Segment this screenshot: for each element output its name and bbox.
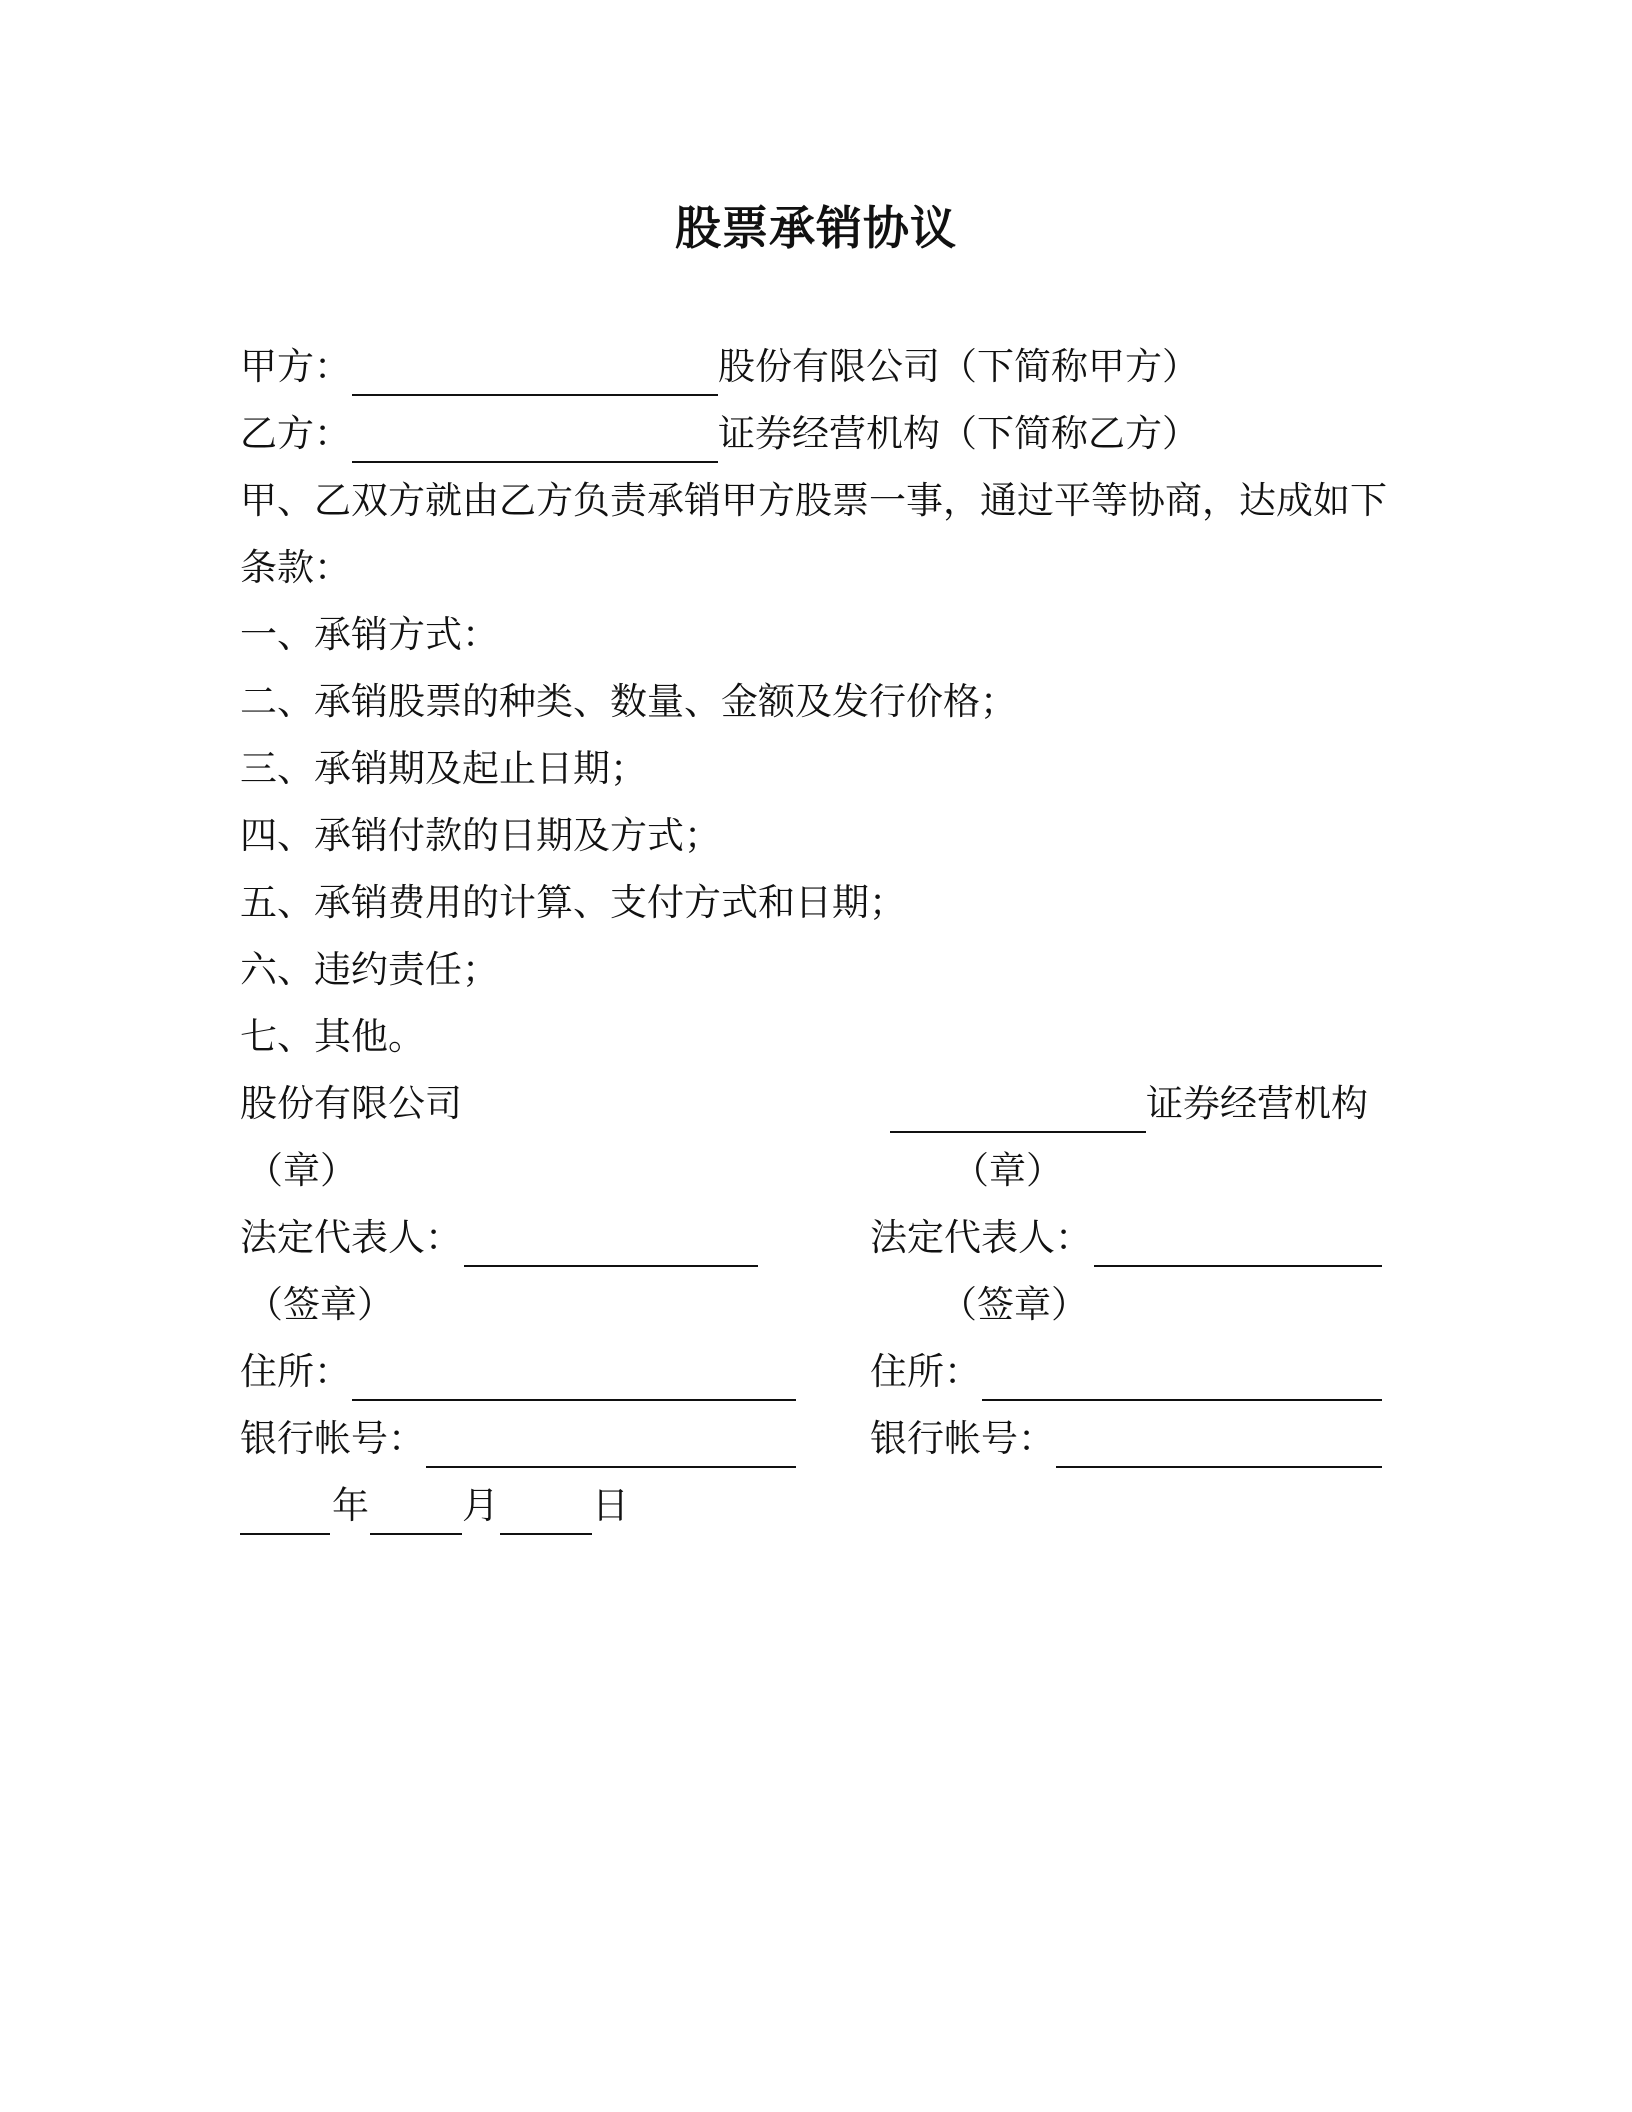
right-rep-blank[interactable]: [1094, 1265, 1382, 1267]
left-seal: （章）: [246, 1149, 357, 1192]
clause-2: 二、承销股票的种类、数量、金额及发行价格；: [240, 680, 1017, 723]
party-a-name-blank[interactable]: [352, 394, 718, 396]
party-a-suffix: 股份有限公司（下简称甲方）: [718, 345, 1199, 388]
right-address-label: 住所：: [870, 1350, 981, 1393]
left-rep-blank[interactable]: [464, 1265, 758, 1267]
date-month-label: 月: [462, 1484, 499, 1527]
clause-3: 三、承销期及起止日期；: [240, 747, 647, 790]
party-b-label: 乙方：: [240, 412, 351, 455]
clause-1: 一、承销方式：: [240, 613, 499, 656]
left-address-blank[interactable]: [352, 1399, 796, 1401]
left-bank-label: 银行帐号：: [240, 1417, 425, 1460]
party-b-name-blank[interactable]: [352, 461, 718, 463]
left-rep-label: 法定代表人：: [240, 1216, 462, 1259]
date-day-blank[interactable]: [500, 1533, 592, 1535]
date-day-label: 日: [592, 1484, 629, 1527]
clause-7: 七、其他。: [240, 1015, 425, 1058]
right-seal: （章）: [952, 1149, 1063, 1192]
date-month-blank[interactable]: [370, 1533, 462, 1535]
clause-6: 六、违约责任；: [240, 948, 499, 991]
right-company: 证券经营机构: [1146, 1082, 1368, 1125]
document-title: 股票承销协议: [675, 201, 957, 255]
date-year-blank[interactable]: [240, 1533, 330, 1535]
clause-4: 四、承销付款的日期及方式；: [240, 814, 721, 857]
left-bank-blank[interactable]: [426, 1466, 796, 1468]
clause-5: 五、承销费用的计算、支付方式和日期；: [240, 881, 906, 924]
right-sign: （签章）: [940, 1283, 1088, 1326]
right-rep-label: 法定代表人：: [870, 1216, 1092, 1259]
party-a-label: 甲方：: [240, 345, 351, 388]
left-sign: （签章）: [246, 1283, 394, 1326]
intro-line-1: 甲、乙双方就由乙方负责承销甲方股票一事，通过平等协商，达成如下: [240, 479, 1387, 522]
right-bank-label: 银行帐号：: [870, 1417, 1055, 1460]
left-company: 股份有限公司: [240, 1082, 462, 1125]
party-b-suffix: 证券经营机构（下简称乙方）: [718, 412, 1199, 455]
intro-line-2: 条款：: [240, 546, 351, 589]
right-address-blank[interactable]: [982, 1399, 1382, 1401]
date-year-label: 年: [332, 1484, 369, 1527]
right-company-blank[interactable]: [890, 1131, 1146, 1133]
right-bank-blank[interactable]: [1056, 1466, 1382, 1468]
left-address-label: 住所：: [240, 1350, 351, 1393]
